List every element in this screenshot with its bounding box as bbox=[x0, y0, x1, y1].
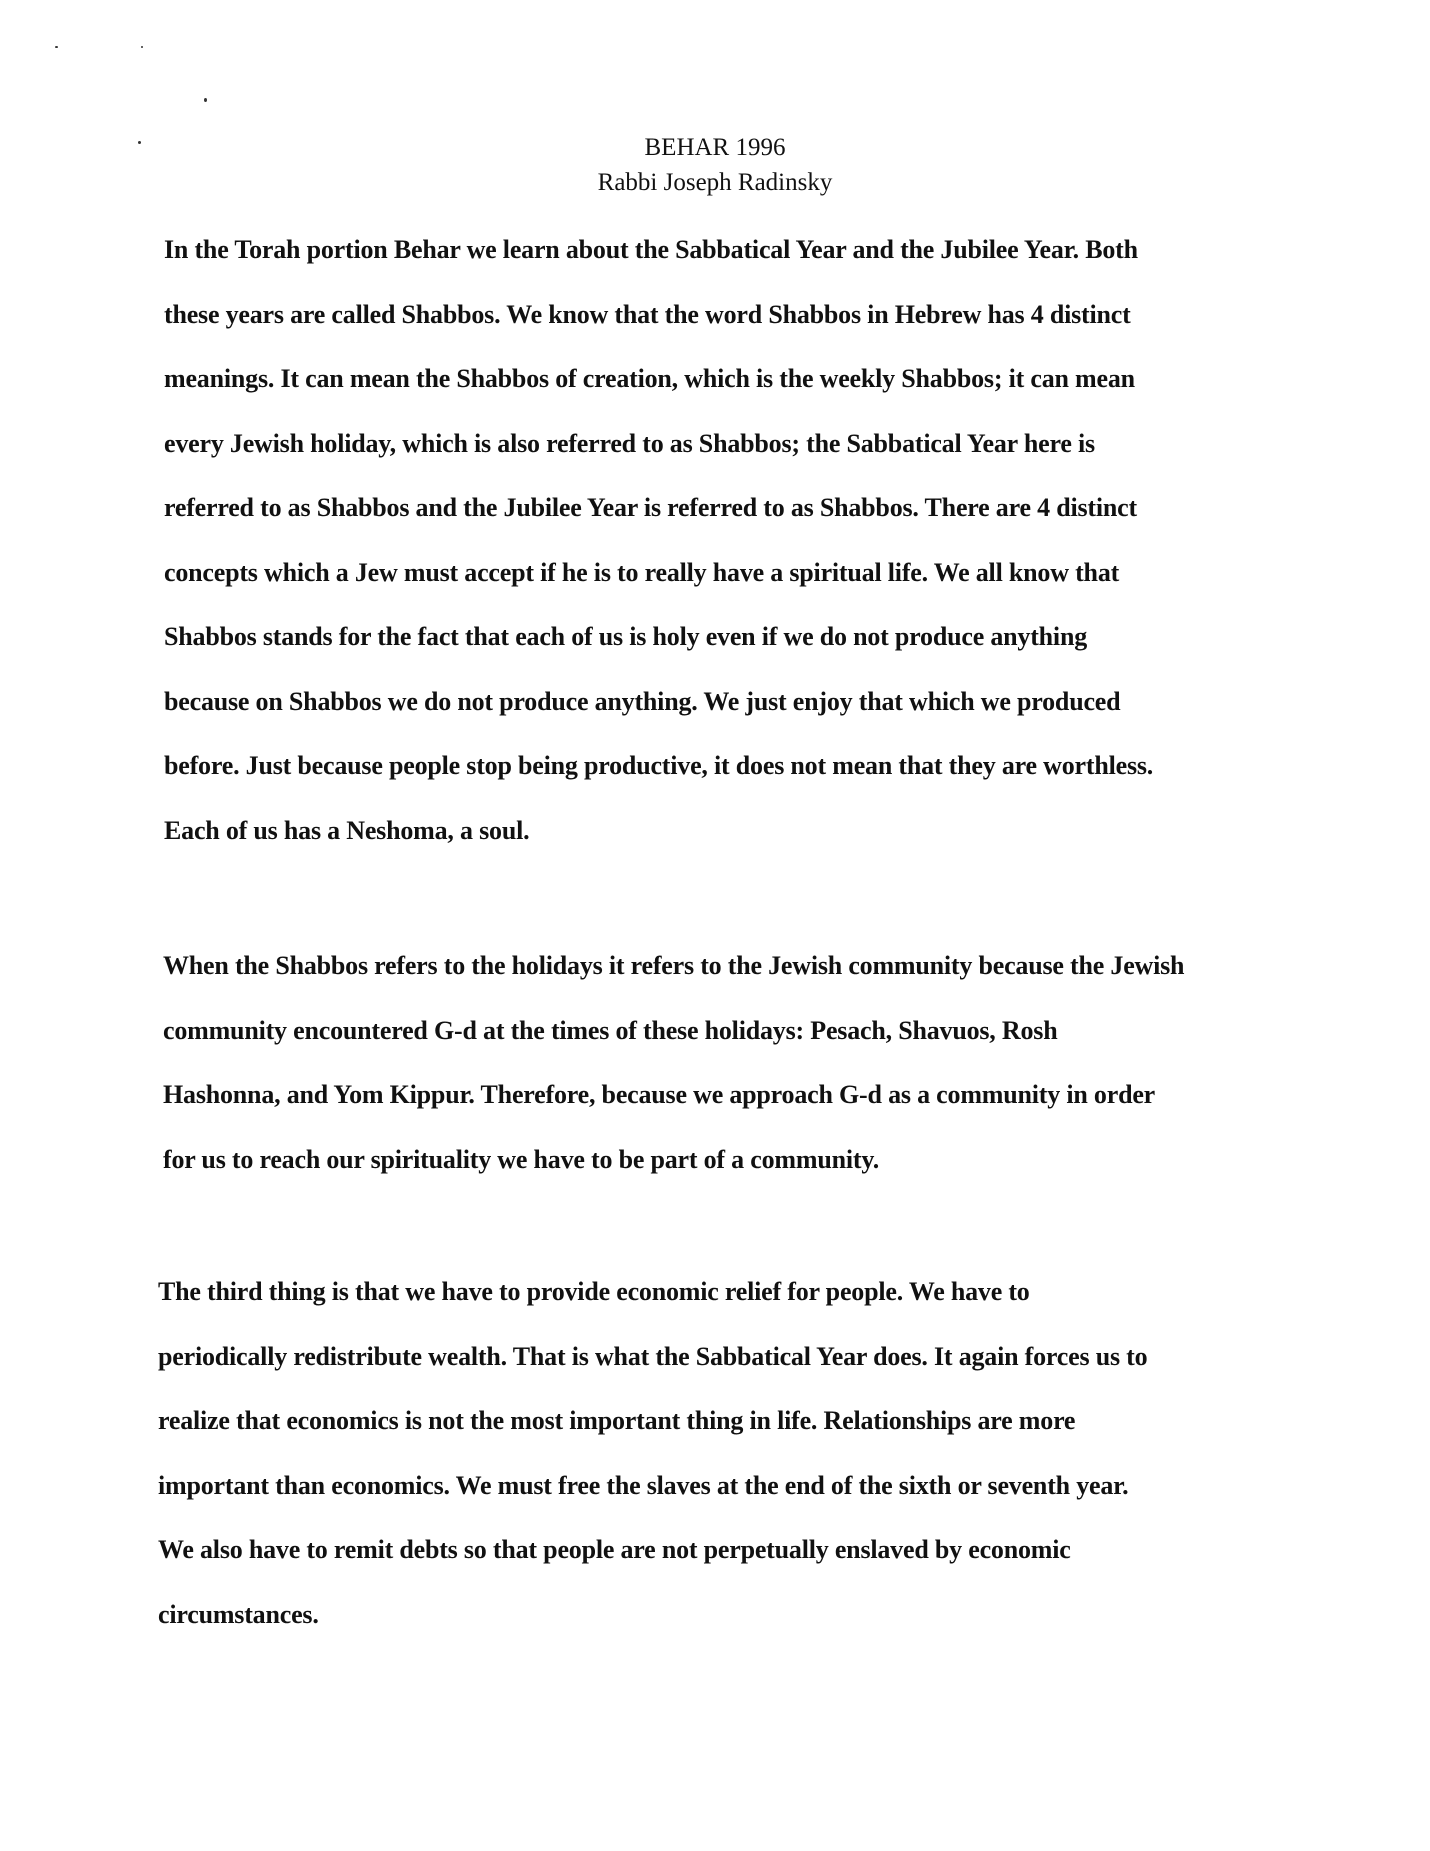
scan-speck bbox=[55, 46, 58, 48]
paragraph-line: circumstances. bbox=[158, 1599, 319, 1629]
paragraph-line: realize that economics is not the most important thing in life. Relationships are more bbox=[158, 1406, 1076, 1435]
paragraph-line: We also have to remit debts so that people are not perpetually enslaved by economic bbox=[158, 1535, 1071, 1564]
paragraph-line: periodically redistribute wealth. That is what the Sabbatical Year does. It again forces us to bbox=[158, 1341, 1148, 1371]
paragraph-line: When the Shabbos refers to the holidays it refers to the Jewish community because the Jewish bbox=[163, 951, 1185, 980]
paragraph-line: community encountered G-d at the times of these holidays: Pesach, Shavuos, Rosh bbox=[163, 1015, 1058, 1045]
paragraph-line: every Jewish holiday, which is also referred to as Shabbos; the Sabbatical Year here is bbox=[164, 428, 1095, 458]
paragraph-line: for us to reach our spirituality we have to be part of a community. bbox=[163, 1144, 880, 1174]
paragraph-line: Shabbos stands for the fact that each of us is holy even if we do not produce anything bbox=[164, 622, 1088, 651]
document-title: BEHAR 1996 bbox=[644, 134, 786, 161]
paragraph-line: meanings. It can mean the Shabbos of creation, which is the weekly Shabbos; it can mean bbox=[164, 364, 1135, 393]
scan-speck bbox=[141, 46, 143, 48]
paragraph-line: concepts which a Jew must accept if he is to really have a spiritual life. We all know that bbox=[164, 557, 1120, 587]
paragraph-line: referred to as Shabbos and the Jubilee Year is referred to as Shabbos. There are 4 distinct bbox=[164, 493, 1137, 522]
paragraph-2 bbox=[163, 934, 1184, 1192]
paragraph-line: The third thing is that we have to provide economic relief for people. We have to bbox=[158, 1277, 1030, 1306]
paragraph-line: In the Torah portion Behar we learn about the Sabbatical Year and the Jubilee Year. Both bbox=[164, 235, 1138, 264]
paragraph-line: important than economics. We must free the slaves at the end of the sixth or seventh year. bbox=[158, 1470, 1129, 1500]
paragraph-line: before. Just because people stop being productive, it does not mean that they are worthless. bbox=[164, 751, 1154, 780]
paragraph-line: Each of us has a Neshoma, a soul. bbox=[164, 815, 530, 845]
paragraph-3 bbox=[158, 1260, 1147, 1647]
document-author: Rabbi Joseph Radinsky bbox=[597, 169, 833, 196]
paragraph-line: Hashonna, and Yom Kippur. Therefore, because we approach G-d as a community in order bbox=[163, 1080, 1156, 1109]
scan-speck bbox=[204, 98, 207, 102]
paragraph-1 bbox=[164, 218, 1153, 863]
paragraph-line: these years are called Shabbos. We know that the word Shabbos in Hebrew has 4 distinct bbox=[164, 299, 1131, 329]
paragraph-line: because on Shabbos we do not produce anything. We just enjoy that which we produced bbox=[164, 686, 1121, 716]
